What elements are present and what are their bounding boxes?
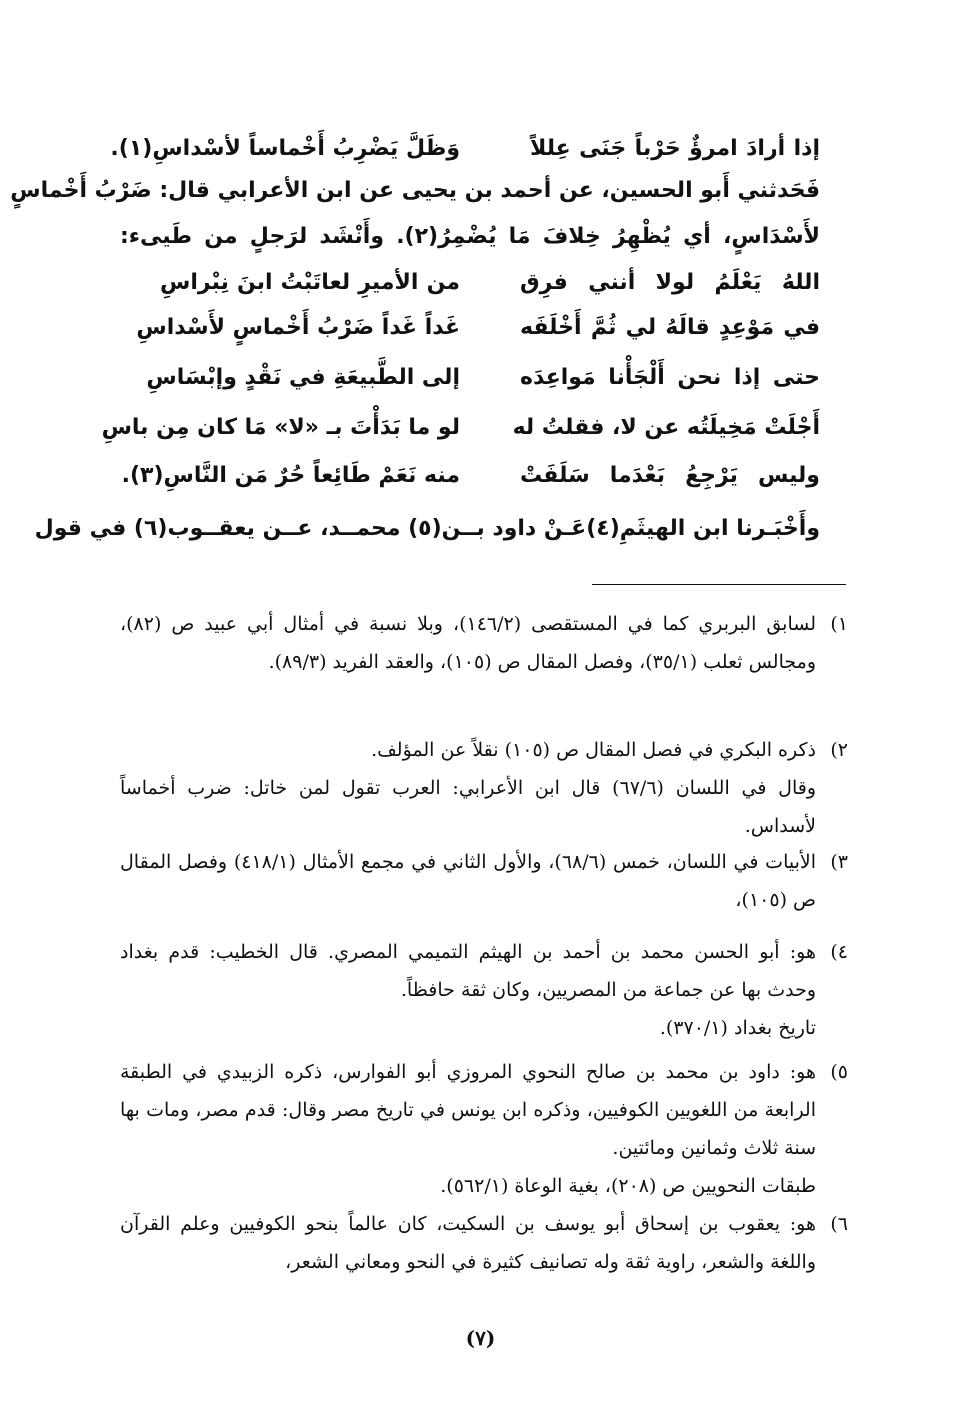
verse-first-hemistich: اللهُ يَعْلَمُ لولا أنني فرِق xyxy=(520,270,820,295)
verse-first-hemistich: وليس يَرْجِعُ بَعْدَما سَلَفَتْ xyxy=(520,463,820,488)
footnote-number: ٦) xyxy=(830,1213,848,1235)
footnote-text: هو: أبو الحسن محمد بن أحمد بن الهيثم التميمي المصري. قال الخطيب: قدم بغداد وحدث بها عن جماعة من المصريين، وكان ثقة حافظاً. xyxy=(120,941,816,1001)
footnote-number: ٥) xyxy=(830,1061,848,1083)
verse-second-hemistich: وَظَلَّ يَضْرِبُ أَخْماساً لأسْداسِ(١). xyxy=(110,136,460,161)
paragraph-line: لأَسْدَاسٍ، أي يُظْهِرُ خِلافَ مَا يُضْمِرُ(٢). وأَنْشَد لرَجلٍ من طَيىء: xyxy=(120,224,821,249)
footnote-text: الأبيات في اللسان، خمس (٦٨/٦)، والأول الثاني في مجمع الأمثال (٤١٨/١) وفصل المقال ص (١٠٥)، xyxy=(120,851,816,911)
footnote-text: وقال في اللسان (٦٧/٦) قال ابن الأعرابي: العرب تقول لمن خاتل: ضرب أخماساً لأسداس. xyxy=(120,777,816,837)
footnote-number: ٢) xyxy=(830,739,848,761)
verse-first-hemistich: أَجْلَتْ مَخِيلَتُه عن لا، فقلتُ له xyxy=(512,415,820,440)
paragraph-line: وأَخْبَـرنا ابن الهيثَمِ(٤)عَـنْ داود بــن(٥) محمــد، عــن يعقــوب(٦) في قول xyxy=(34,516,820,541)
footnote-text: هو: داود بن محمد بن صالح النحوي المروزي أبو الفوارس، ذكره الزبيدي في الطبقة الرابعة من اللغويين الكوفيين، وذكره ابن يونس في تاريخ مصر وقال: قدم مصر، ومات بها سنة ثلاث وثمانين ومائتين. xyxy=(120,1061,816,1159)
footnotes xyxy=(120,605,848,1305)
footnote-text: هو: يعقوب بن إسحاق أبو يوسف بن السكيت، كان عالماً بنحو الكوفيين وعلم القرآن واللغة والشعر، راوية ثقة وله تصانيف كثيرة في النحو ومعاني الشعر، xyxy=(120,1213,816,1273)
footnote-number: ٣) xyxy=(830,851,848,873)
verse-first-hemistich: في مَوْعِدٍ قالَهُ لي ثُمَّ أَخْلَفَه xyxy=(520,315,820,340)
verse-first-hemistich: حتى إذا نحن أَلْجَأْنا مَواعِدَه xyxy=(520,365,820,390)
footnote-text: ذكره البكري في فصل المقال ص (١٠٥) نقلاً عن المؤلف. xyxy=(371,739,816,761)
footnote-separator xyxy=(592,584,846,585)
paragraph-line: فَحَدثني أَبو الحسين، عن أحمد بن يحيى عن ابن الأعرابي قال: ضَرْبُ أَخْماسٍ xyxy=(10,178,820,203)
footnote-text: طبقات النحويين ص (٢٠٨)، بغية الوعاة (٥٦٢/١). xyxy=(440,1175,816,1197)
footnote xyxy=(120,1205,848,1281)
verse-row xyxy=(120,270,820,302)
footnote xyxy=(120,1053,848,1205)
verse-second-hemistich: من الأميرِ لعاتَبْتُ ابنَ نِبْراسِ xyxy=(160,270,460,295)
verse-row xyxy=(120,463,820,495)
footnote xyxy=(120,843,848,919)
verse-row xyxy=(120,315,820,347)
verse-second-hemistich: منه نَعَمْ طَائِعاً حُرٌ مَن النَّاسِ(٣). xyxy=(121,463,460,488)
verse-second-hemistich: غَداً غَداً ضَرْبُ أَخْماسٍ لأَسْداسِ xyxy=(136,315,460,340)
footnote-number: ١) xyxy=(830,613,848,635)
footnote xyxy=(120,605,848,681)
footnote-text: تاريخ بغداد (٣٧٠/١). xyxy=(659,1017,816,1039)
verse-first-hemistich: إذا أرادَ امرؤٌ حَرْباً جَنَى عِللاً xyxy=(530,136,820,161)
footnote-number: ٤) xyxy=(830,941,848,963)
verse-row xyxy=(101,415,820,447)
footnote xyxy=(120,933,848,1047)
verse-second-hemistich: إلى الطَّبيعَةِ في نَقْدٍ وإبْسَاسِ xyxy=(146,365,460,390)
verse-row xyxy=(120,365,820,397)
page-number: (٧) xyxy=(465,1326,496,1350)
verse-second-hemistich: لو ما بَدَأْتَ بـ «لا» مَا كان مِن باسِ xyxy=(101,415,460,440)
main-text xyxy=(10,130,821,550)
footnote-text: لسابق البربري كما في المستقصى (١٤٦/٢)، وبلا نسبة في أمثال أبي عبيد ص (٨٢)، ومجالس ثعلب (٣٥/١)، وفصل المقال ص (١٠٥)، والعقد الفريد (٨٩/٣). xyxy=(120,613,816,673)
footnote xyxy=(120,731,848,845)
